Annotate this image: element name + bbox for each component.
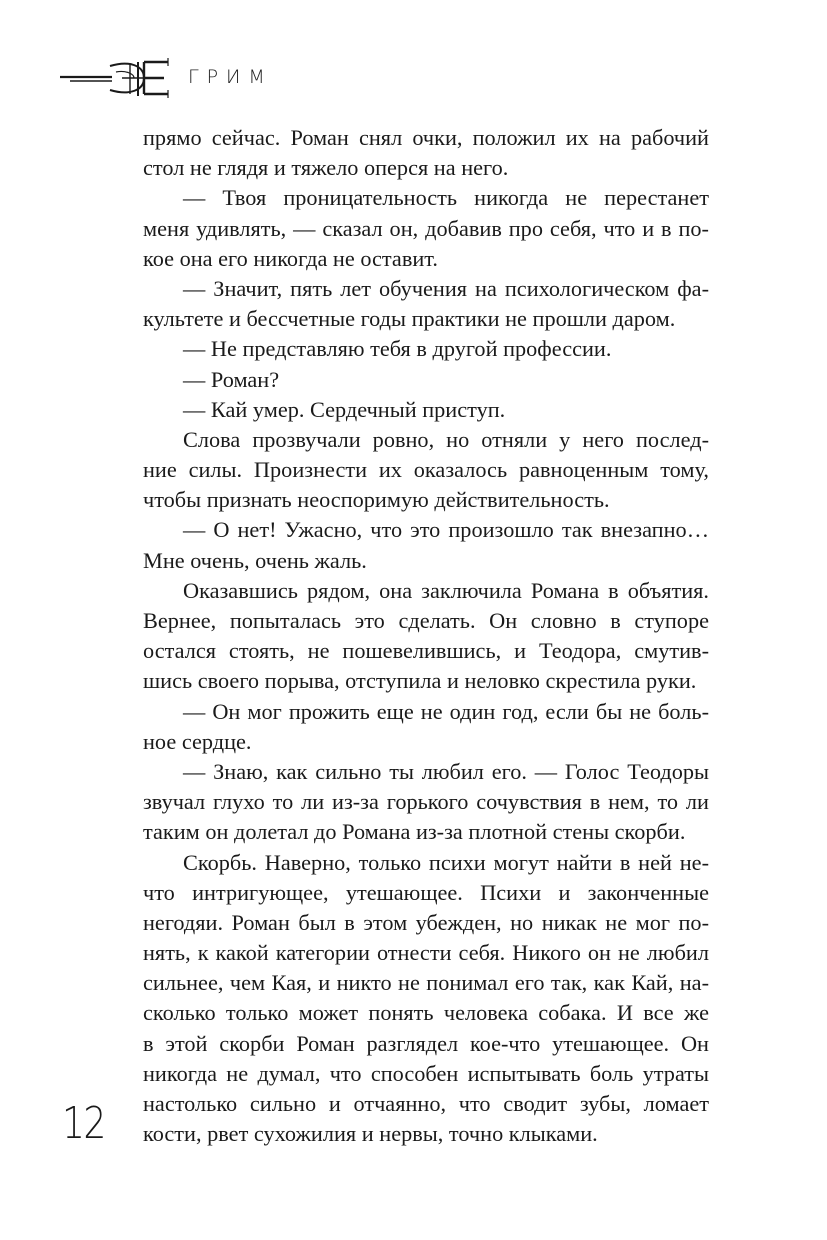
text-line: настолько сильно и отчаянно, что сводит зубы, ломает	[143, 1091, 709, 1116]
text-line: Мне очень, очень жаль.	[143, 547, 367, 573]
text-line: — Знаю, как сильно ты любил его. — Голос Теодоры	[183, 758, 709, 784]
text-line: чтобы признать неоспоримую действительность.	[143, 487, 610, 513]
text-line: ние силы. Произнести их оказалось равноценным тому,	[143, 457, 709, 483]
text-line: — Роман?	[183, 366, 280, 392]
running-title: ГРИМ	[188, 66, 273, 88]
text-line: что интригующее, утешающее. Психи и законченные	[143, 879, 709, 905]
text-line: кости, рвет сухожилия и нервы, точно клыками.	[143, 1121, 598, 1147]
body-text	[143, 123, 709, 1149]
text-line: стол не глядя и тяжело оперся на него.	[143, 155, 509, 181]
text-line: — Не представляю тебя в другой профессии.	[183, 336, 612, 362]
text-line: Вернее, попыталась это сделать. Он словно в ступоре	[143, 608, 709, 633]
text-line: — Кай умер. Сердечный приступ.	[183, 396, 506, 422]
text-line: шись своего порыва, отступила и неловко скрестила руки.	[143, 668, 697, 694]
text-line: нять, к какой категории отнести себя. Никого он не любил	[143, 940, 709, 966]
text-line: Скорбь. Наверно, только психи могут найти в ней не-	[183, 849, 709, 875]
text-line: никогда не думал, что способен испытывать боль утраты	[143, 1060, 709, 1086]
text-line: культете и бессчетные годы практики не прошли даром.	[143, 306, 676, 332]
text-line: меня удивлять, — сказал он, добавив про себя, что и в по-	[143, 215, 709, 241]
text-line: прямо сейчас. Роман снял очки, положил их на рабочий	[143, 125, 709, 150]
text-line: негодяи. Роман был в этом убежден, но никак не мог по-	[143, 909, 709, 935]
text-line: кое она его никогда не оставит.	[143, 245, 438, 271]
text-line: остался стоять, не пошевелившись, и Теодора, смутив-	[143, 638, 709, 664]
text-line: сколько только может понять человека собака. И все же	[143, 1000, 709, 1026]
text-line: таким он долетал до Романа из-за плотной стены скорби.	[143, 819, 686, 845]
text-line: Оказавшись рядом, она заключила Романа в объятия.	[183, 577, 709, 603]
text-line: — Значит, пять лет обучения на психологическом фа-	[183, 275, 709, 301]
ornament-icon	[60, 58, 180, 102]
text-line: Слова прозвучали ровно, но отняли у него послед-	[183, 426, 709, 452]
text-line: звучал глухо то ли из-за горького сочувствия в нем, то ли	[143, 789, 709, 815]
text-line: — Он мог прожить еще не один год, если бы не боль-	[183, 698, 709, 724]
text-line: сильнее, чем Кая, и никто не понимал его так, как Кай, на-	[143, 970, 709, 996]
text-line: ное сердце.	[143, 728, 252, 754]
text-line: — О нет! Ужасно, что это произошло так внезапно…	[183, 517, 709, 543]
text-line: в этой скорби Роман разглядел кое-что утешающее. Он	[143, 1030, 709, 1056]
page-number: 12	[62, 1098, 105, 1149]
text-line: — Твоя проницательность никогда не перестанет	[183, 185, 709, 211]
running-header	[60, 58, 360, 102]
